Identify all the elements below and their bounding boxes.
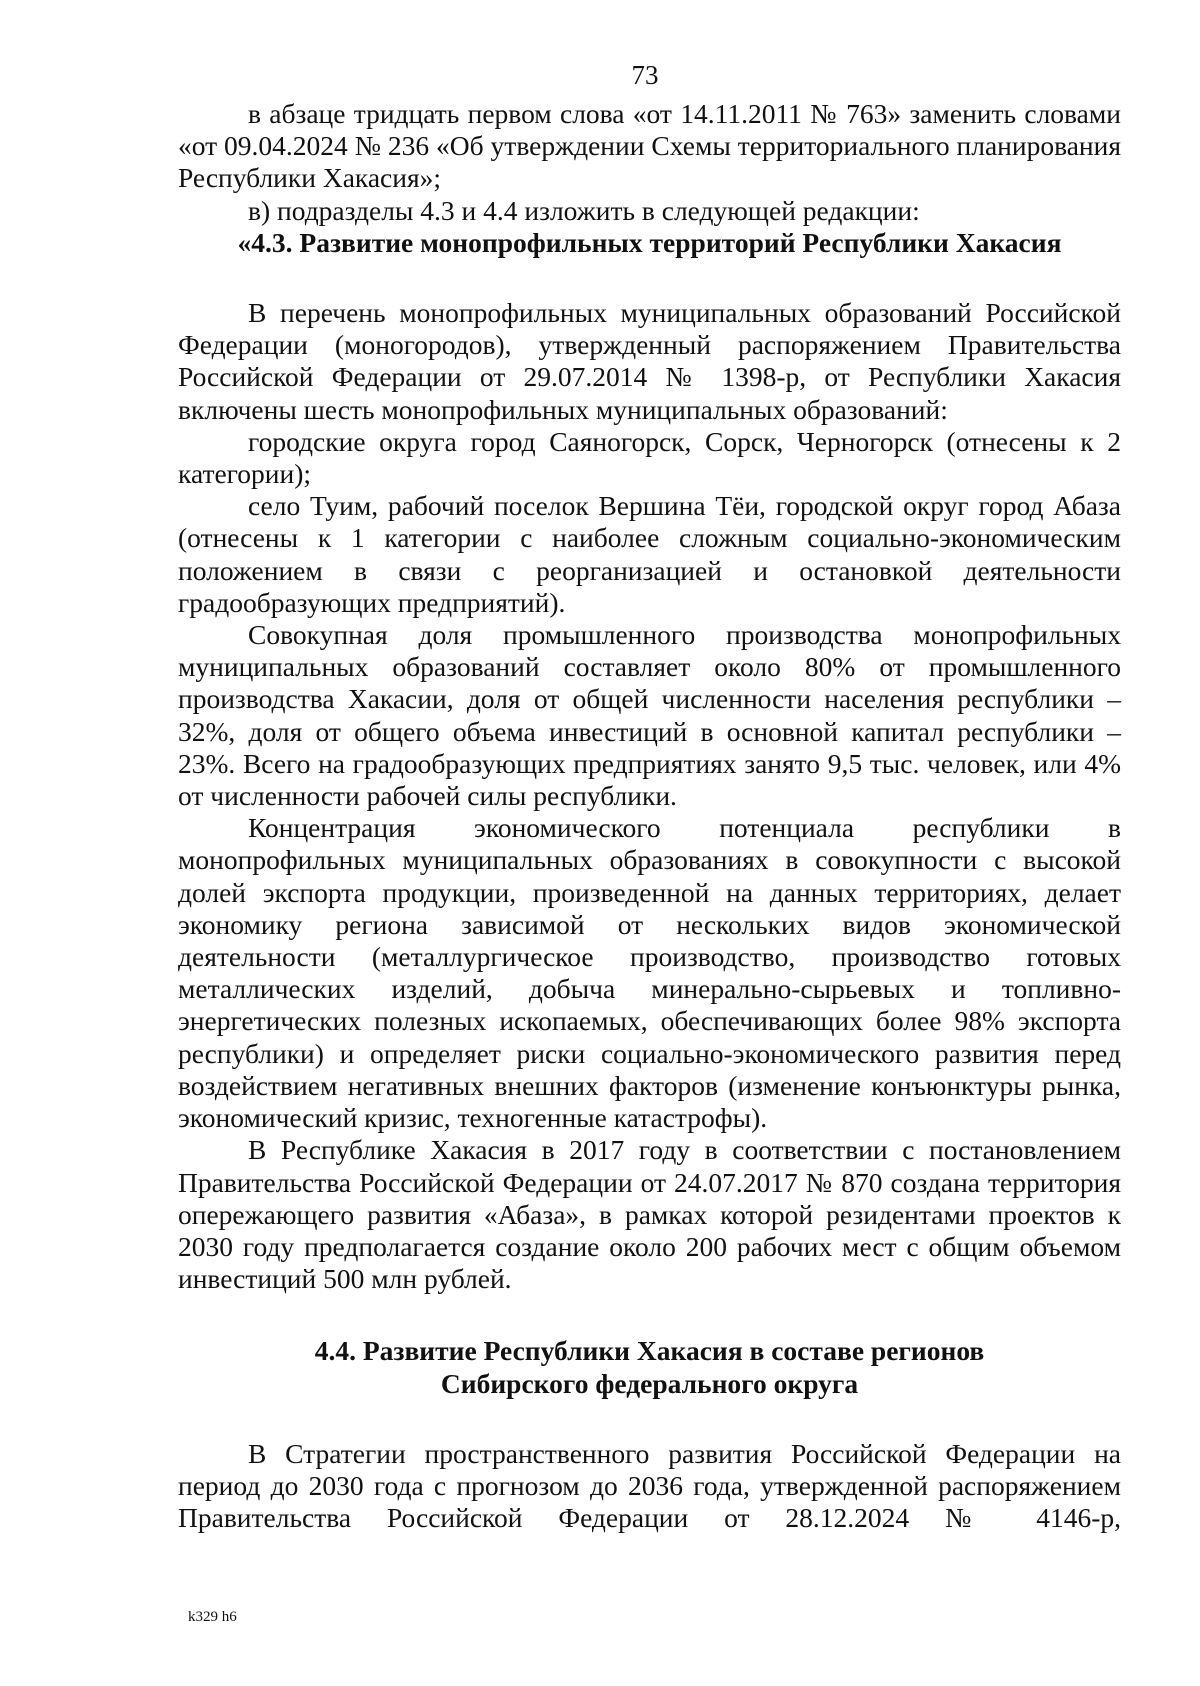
section-heading-4-4-line1: 4.4. Развитие Республики Хакасия в составе регионов <box>314 1335 985 1367</box>
paragraph-amendment-2: в) подразделы 4.3 и 4.4 изложить в следующей редакции: <box>248 194 920 226</box>
document-body <box>178 98 1121 1534</box>
paragraph-spatial-strategy: В Стратегии пространственного развития Российской Федерации на период до 2030 года с прогнозом до 2036 года, утвержденной распоряжением Правительства Российской Федерации от 28.12.2024 № 4146-р, <box>178 1437 1121 1534</box>
paragraph-monotowns-list: В перечень монопрофильных муниципальных образований Российской Федерации (моногородов), утвержденный распоряжением Правительства Российской Федерации от 29.07.2014 № 1398-р, от Республики Хакасия включены шесть монопрофильных муниципальных образований: <box>178 297 1121 425</box>
paragraph-abaza-tor: В Республике Хакасия в 2017 году в соответствии с постановлением Правительства Российской Федерации от 24.07.2017 № 870 создана территория опережающего развития «Абаза», в рамках которой резидентами проектов к 2030 году предполагается создание около 200 рабочих мест с общим объемом инвестиций 500 млн рублей. <box>178 1134 1121 1295</box>
paragraph-amendment-1: в абзаце тридцать первом слова «от 14.11.2011 № 763» заменить словами «от 09.04.2024 № 236 «Об утверждении Схемы территориального планирования Республики Хакасия»; <box>178 98 1121 194</box>
paragraph-category-2: городские округа город Саяногорск, Сорск, Черногорск (отнесены к 2 категории); <box>178 425 1121 490</box>
section-heading-4-3: «4.3. Развитие монопрофильных территорий Республики Хакасия <box>237 226 1062 258</box>
page-number: 73 <box>631 60 659 90</box>
section-heading-4-4 <box>178 1335 1121 1399</box>
section-heading-4-4-line2: Сибирского федерального округа <box>440 1367 859 1399</box>
paragraph-industrial-share: Совокупная доля промышленного производства монопрофильных муниципальных образований составляет около 80% от промышленного производства Хакасии, доля от общей численности населения республики – 32%, доля от общего объема инвестиций в основной капитал республики – 23%. Всего на градообразующих предприятиях занято 9,5 тыс. человек, или 4% от численности рабочей силы республики. <box>178 619 1121 812</box>
paragraph-category-1: село Туим, рабочий поселок Вершина Тёи, городской округ город Абаза (отнесены к 1 категории с наиболее сложным социально-экономическим положением в связи с реорганизацией и остановкой деятельности градообразующих предприятий). <box>178 490 1121 618</box>
paragraph-economic-concentration: Концентрация экономического потенциала республики в монопрофильных муниципальных образованиях в совокупности с высокой долей экспорта продукции, произведенной на данных территориях, делает экономику региона зависимой от нескольких видов экономической деятельности (металлургическое производство, производство готовых металлических изделий, добыча минерально-сырьевых и топливно-энергетических полезных ископаемых, обеспечивающих более 98% экспорта республики) и определяет риски социально-экономического развития перед воздействием негативных внешних факторов (изменение конъюнктуры рынка, экономический кризис, техногенные катастрофы). <box>178 812 1121 1134</box>
footer-code: k329 h6 <box>188 1609 237 1625</box>
